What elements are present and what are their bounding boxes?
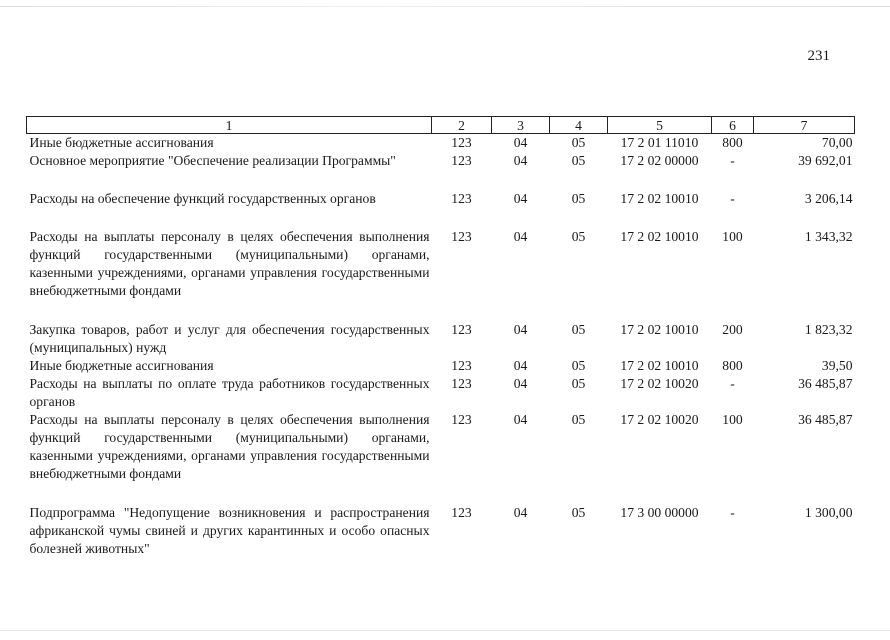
column-header-2: 2 (432, 117, 492, 134)
row-col5: 17 2 02 10010 (620, 229, 699, 244)
row-col4: 05 (571, 229, 586, 244)
row-col2: 123 (451, 153, 472, 168)
row-col2: 123 (451, 135, 472, 150)
row-col3: 04 (513, 322, 528, 337)
row-col7: 39 692,01 (798, 153, 853, 168)
row-col2: 123 (451, 358, 472, 373)
row-name: Расходы на выплаты персоналу в целях обеспечения выполнения функций государственными (муниципальными) органами, казенными учреждениями, органами управления государственными внебюджетными фондами (29, 229, 430, 298)
page-number: 231 (807, 48, 830, 64)
row-col6: 100 (722, 229, 743, 244)
table-row (27, 152, 855, 190)
row-col3: 04 (513, 412, 528, 427)
row-name: Расходы на выплаты по оплате труда работников государственных органов (29, 376, 430, 409)
row-name: Иные бюджетные ассигнования (29, 135, 214, 150)
row-col7: 36 485,87 (798, 412, 853, 427)
row-name: Закупка товаров, работ и услуг для обеспечения государственных (муниципальных) нужд (29, 322, 430, 355)
row-col6: - (730, 376, 735, 391)
row-col6: - (730, 191, 735, 206)
row-col6: 100 (722, 412, 743, 427)
row-col7: 1 300,00 (804, 505, 853, 520)
table-row (27, 375, 855, 411)
row-col4: 05 (571, 153, 586, 168)
row-col7: 70,00 (821, 135, 853, 150)
row-col4: 05 (571, 135, 586, 150)
row-name: Основное мероприятие "Обеспечение реализации Программы" (29, 153, 396, 168)
row-col4: 05 (571, 412, 586, 427)
table-row (27, 228, 855, 321)
row-col3: 04 (513, 376, 528, 391)
row-col6: 800 (722, 135, 743, 150)
row-col2: 123 (451, 376, 472, 391)
row-col3: 04 (513, 229, 528, 244)
row-col2: 123 (451, 505, 472, 520)
row-col2: 123 (451, 322, 472, 337)
row-col7: 36 485,87 (798, 376, 853, 391)
column-header-3: 3 (492, 117, 550, 134)
row-col3: 04 (513, 505, 528, 520)
row-col6: 200 (722, 322, 743, 337)
row-col4: 05 (571, 358, 586, 373)
row-col5: 17 2 02 10010 (620, 322, 699, 337)
row-name: Расходы на выплаты персоналу в целях обеспечения выполнения функций государственными (муниципальными) органами, казенными учреждениями, органами управления государственными внебюджетными фондами (29, 412, 430, 481)
row-col4: 05 (571, 505, 586, 520)
row-col6: - (730, 505, 735, 520)
row-col3: 04 (513, 153, 528, 168)
row-name: Иные бюджетные ассигнования (29, 358, 214, 373)
column-header-6: 6 (712, 117, 754, 134)
table-header-row (27, 117, 855, 134)
row-col5: 17 3 00 00000 (620, 505, 699, 520)
table-row (27, 321, 855, 357)
budget-table (26, 116, 855, 558)
table-row (27, 190, 855, 228)
row-col7: 1 343,32 (804, 229, 853, 244)
row-col4: 05 (571, 191, 586, 206)
row-col7: 39,50 (821, 358, 853, 373)
row-col5: 17 2 02 10020 (620, 376, 699, 391)
row-col4: 05 (571, 322, 586, 337)
row-col4: 05 (571, 376, 586, 391)
row-col5: 17 2 02 10010 (620, 191, 699, 206)
row-col5: 17 2 01 11010 (620, 135, 699, 150)
column-header-4: 4 (550, 117, 608, 134)
row-col5: 17 2 02 00000 (620, 153, 699, 168)
row-col2: 123 (451, 191, 472, 206)
row-name: Подпрограмма "Недопущение возникновения и распространения африканской чумы свиней и других карантинных и особо опасных болезней животных" (29, 505, 430, 556)
row-col6: 800 (722, 358, 743, 373)
row-col6: - (730, 153, 735, 168)
table-row (27, 357, 855, 375)
row-col3: 04 (513, 191, 528, 206)
row-col5: 17 2 02 10020 (620, 412, 699, 427)
row-col7: 1 823,32 (804, 322, 853, 337)
column-header-1: 1 (27, 117, 432, 134)
column-header-5: 5 (608, 117, 712, 134)
row-name: Расходы на обеспечение функций государственных органов (29, 191, 376, 206)
row-col7: 3 206,14 (804, 191, 853, 206)
table-row (27, 134, 855, 153)
row-col3: 04 (513, 358, 528, 373)
row-col2: 123 (451, 229, 472, 244)
row-col5: 17 2 02 10010 (620, 358, 699, 373)
table-row (27, 411, 855, 504)
column-header-7: 7 (754, 117, 855, 134)
row-col2: 123 (451, 412, 472, 427)
page-top-edge (0, 6, 890, 7)
page-bottom-edge (0, 630, 890, 631)
row-col3: 04 (513, 135, 528, 150)
table-row (27, 504, 855, 558)
